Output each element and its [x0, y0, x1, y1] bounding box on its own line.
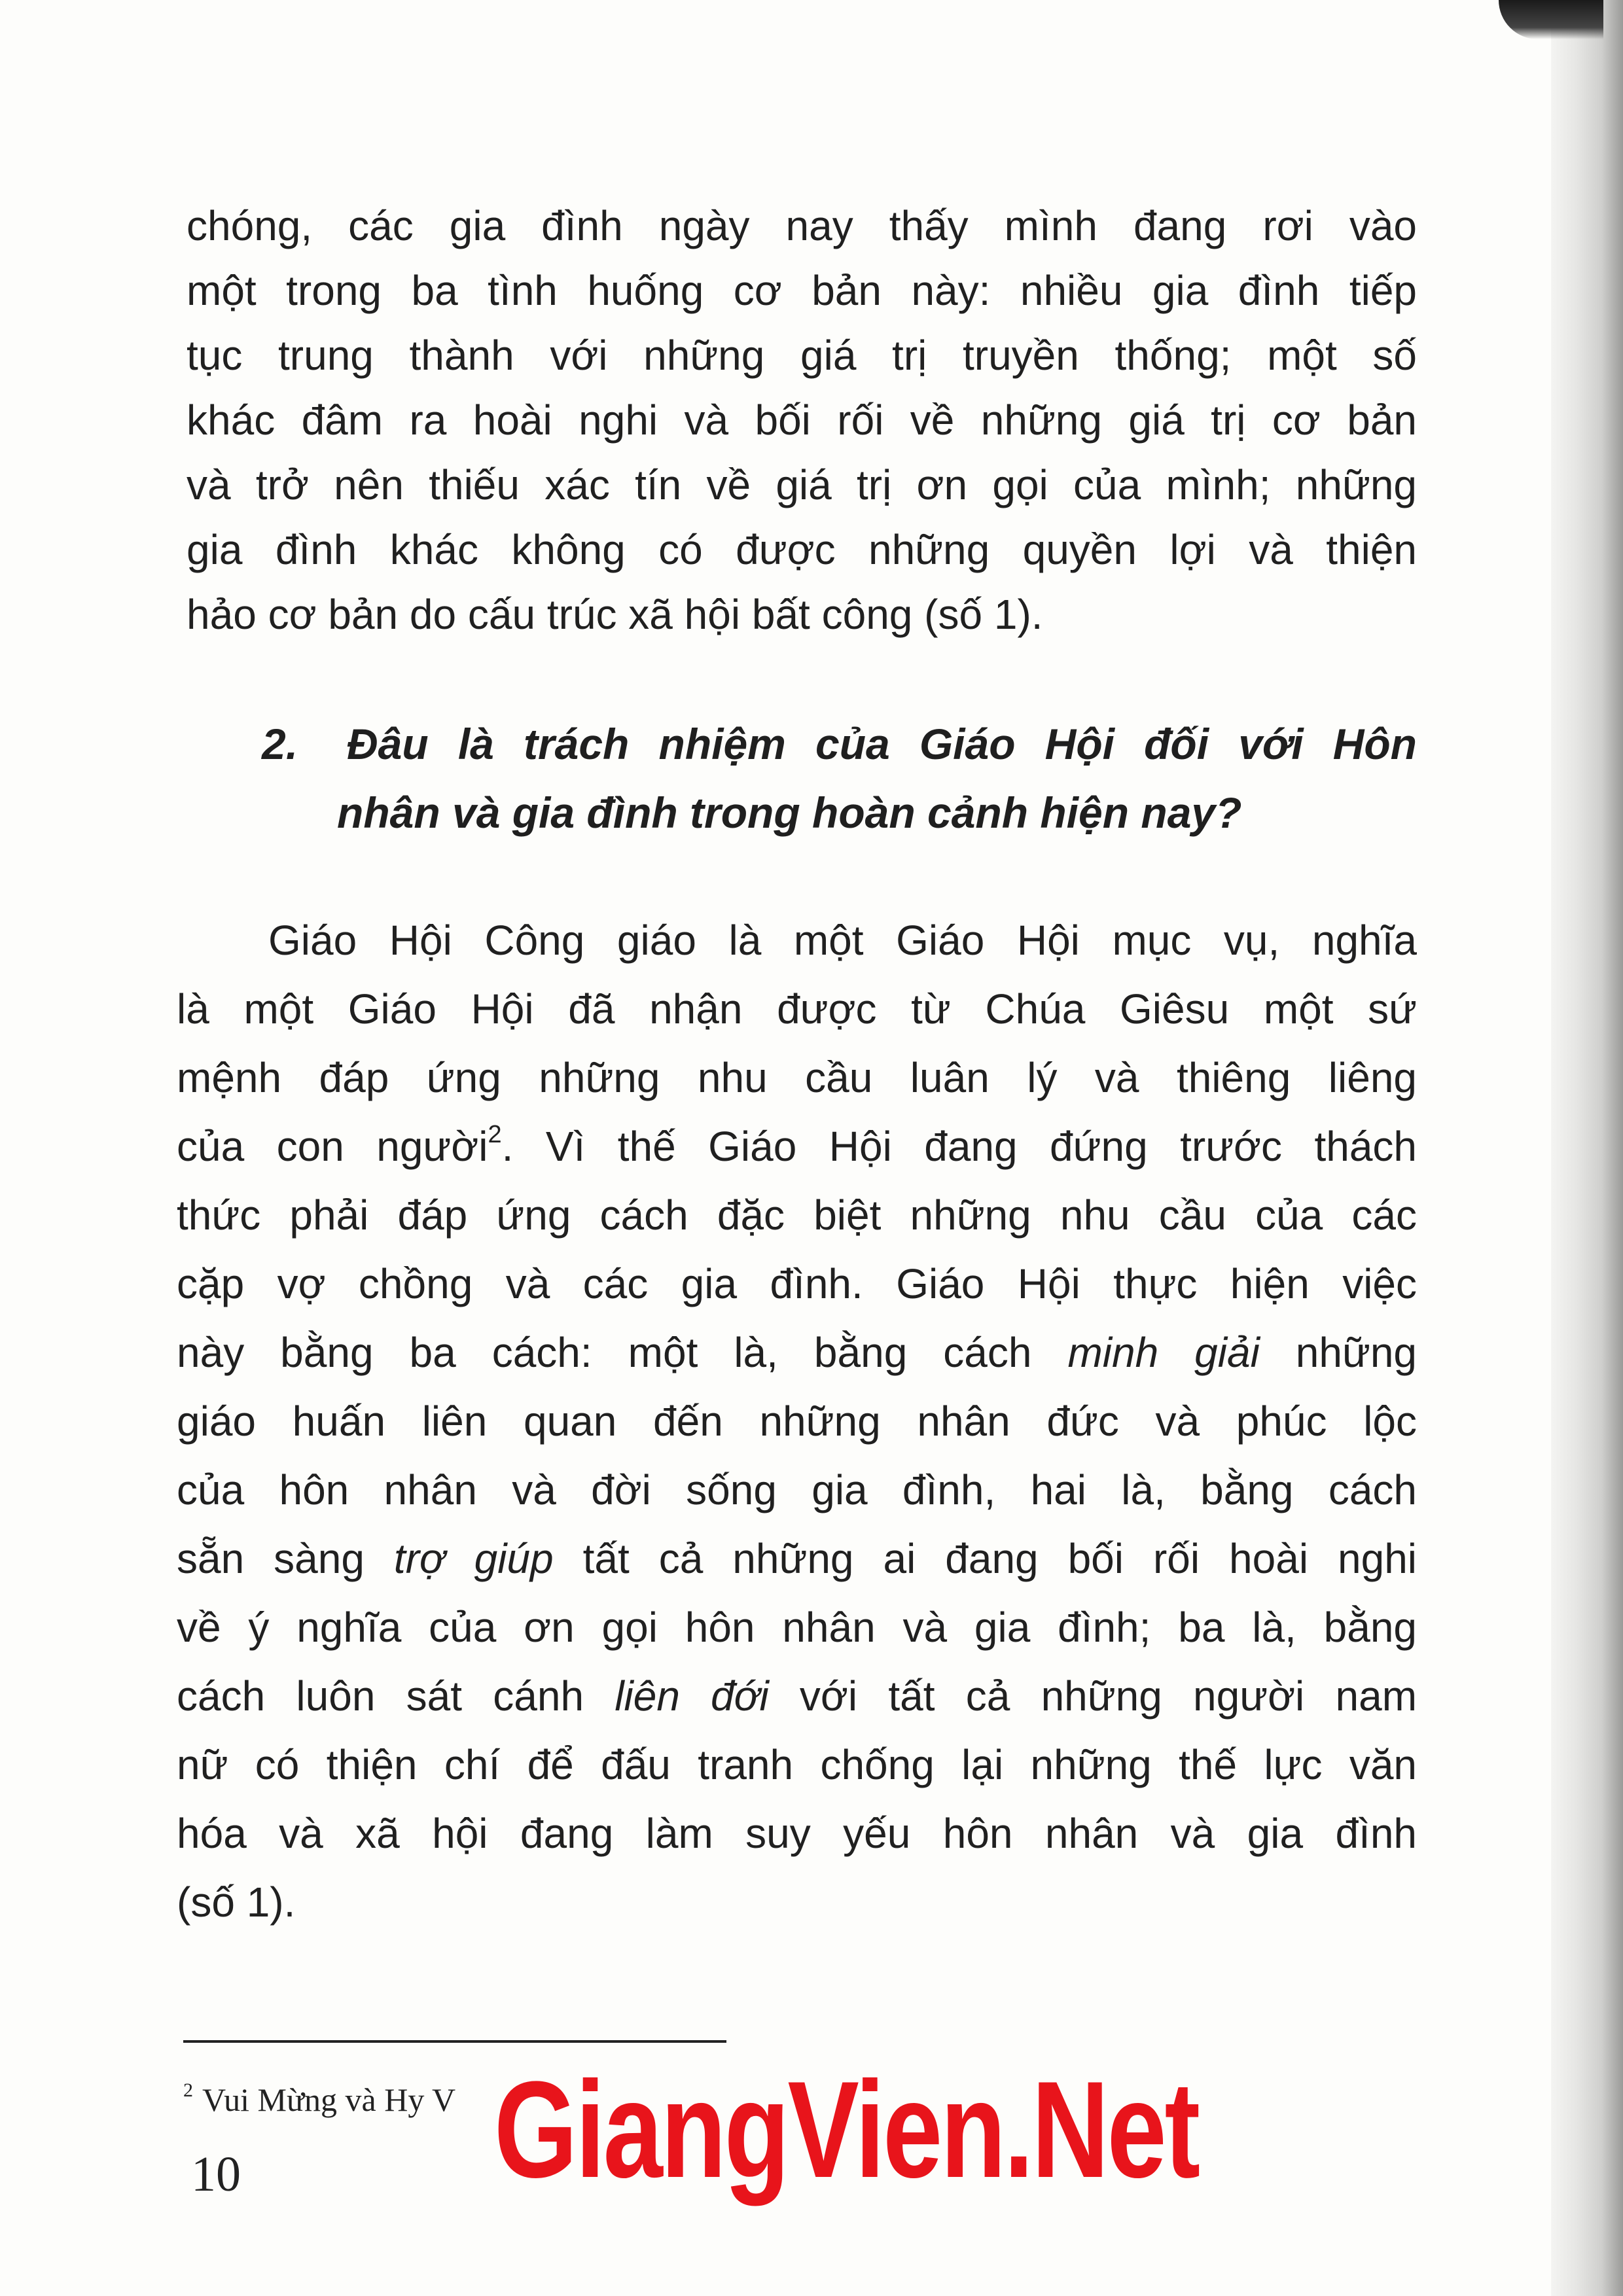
paragraph-2: [177, 906, 1417, 1937]
text-line: về ý nghĩa của ơn gọi hôn nhân và gia đình; ba là, bằng: [177, 1604, 1417, 1651]
heading-line-1: Đâu là trách nhiệm của Giáo Hội đối với Hôn: [347, 720, 1417, 768]
text-line: [177, 1662, 1417, 1731]
text-line: chóng, các gia đình ngày nay thấy mình đang rơi vào: [187, 202, 1417, 249]
text-line: gia đình khác không có được những quyền lợi và thiện: [187, 526, 1417, 573]
text-line: mệnh đáp ứng những nhu cầu luân lý và thiêng liêng: [177, 1054, 1417, 1101]
text-run: của con người: [177, 1123, 488, 1170]
text-line: nữ có thiện chí để đấu tranh chống lại những thế lực văn: [177, 1741, 1417, 1788]
heading-line-2: nhân và gia đình trong hoàn cảnh hiện nay?: [337, 788, 1242, 837]
text-line: cặp vợ chồng và các gia đình. Giáo Hội thực hiện việc: [177, 1260, 1417, 1307]
text-line: Giáo Hội Công giáo là một Giáo Hội mục vụ, nghĩa: [268, 917, 1417, 964]
text-line: là một Giáo Hội đã nhận được từ Chúa Giêsu một sứ: [177, 985, 1417, 1033]
text-run: . Vì thế Giáo Hội đang đứng trước thách: [501, 1123, 1418, 1170]
text-line: [177, 1318, 1417, 1387]
text-line: và trở nên thiếu xác tín về giá trị ơn gọi của mình; những: [187, 461, 1417, 508]
text-line: [177, 1525, 1417, 1593]
section-heading: [262, 710, 1417, 847]
heading-number: 2.: [262, 720, 298, 768]
emphasis: trợ giúp: [393, 1535, 554, 1582]
emphasis: minh giải: [1067, 1329, 1260, 1376]
watermark-logo: GiangVien.Net: [494, 2053, 1198, 2206]
binding-shadow: [1499, 0, 1603, 39]
footnote: [183, 2081, 455, 2119]
text-line: giáo huấn liên quan đến những nhân đức và phúc lộc: [177, 1398, 1417, 1445]
text-line: [177, 1112, 1417, 1181]
text-run: những: [1259, 1329, 1418, 1376]
text-run: sẵn sàng: [177, 1535, 394, 1582]
footnote-marker: 2: [183, 2079, 193, 2101]
text-line: hảo cơ bản do cấu trúc xã hội bất công (số 1).: [187, 591, 1043, 638]
paragraph-1: [187, 194, 1417, 647]
footnote-divider: [183, 2040, 726, 2043]
text-line: tục trung thành với những giá trị truyền thống; một số: [187, 332, 1417, 379]
text-line: thức phải đáp ứng cách đặc biệt những nhu cầu của các: [177, 1192, 1417, 1239]
text-line: (số 1).: [177, 1879, 296, 1926]
binding-edge: [1551, 0, 1623, 2296]
text-run: cách luôn sát cánh: [177, 1672, 615, 1720]
text-run: này bằng ba cách: một là, bằng cách: [177, 1329, 1068, 1376]
text-line: khác đâm ra hoài nghi và bối rối về những giá trị cơ bản: [187, 397, 1417, 444]
text-run: tất cả những ai đang bối rối hoài nghi: [553, 1535, 1418, 1582]
text-line: một trong ba tình huống cơ bản này: nhiều gia đình tiếp: [187, 267, 1417, 314]
page-number: 10: [191, 2147, 241, 2202]
footnote-reference: 2: [488, 1120, 502, 1148]
footnote-text: Vui Mừng và Hy V: [202, 2081, 456, 2118]
text-line: hóa và xã hội đang làm suy yếu hôn nhân và gia đình: [177, 1810, 1417, 1857]
text-line: của hôn nhân và đời sống gia đình, hai là, bằng cách: [177, 1466, 1417, 1513]
emphasis: liên đới: [615, 1672, 769, 1720]
text-run: với tất cả những người nam: [768, 1672, 1418, 1720]
